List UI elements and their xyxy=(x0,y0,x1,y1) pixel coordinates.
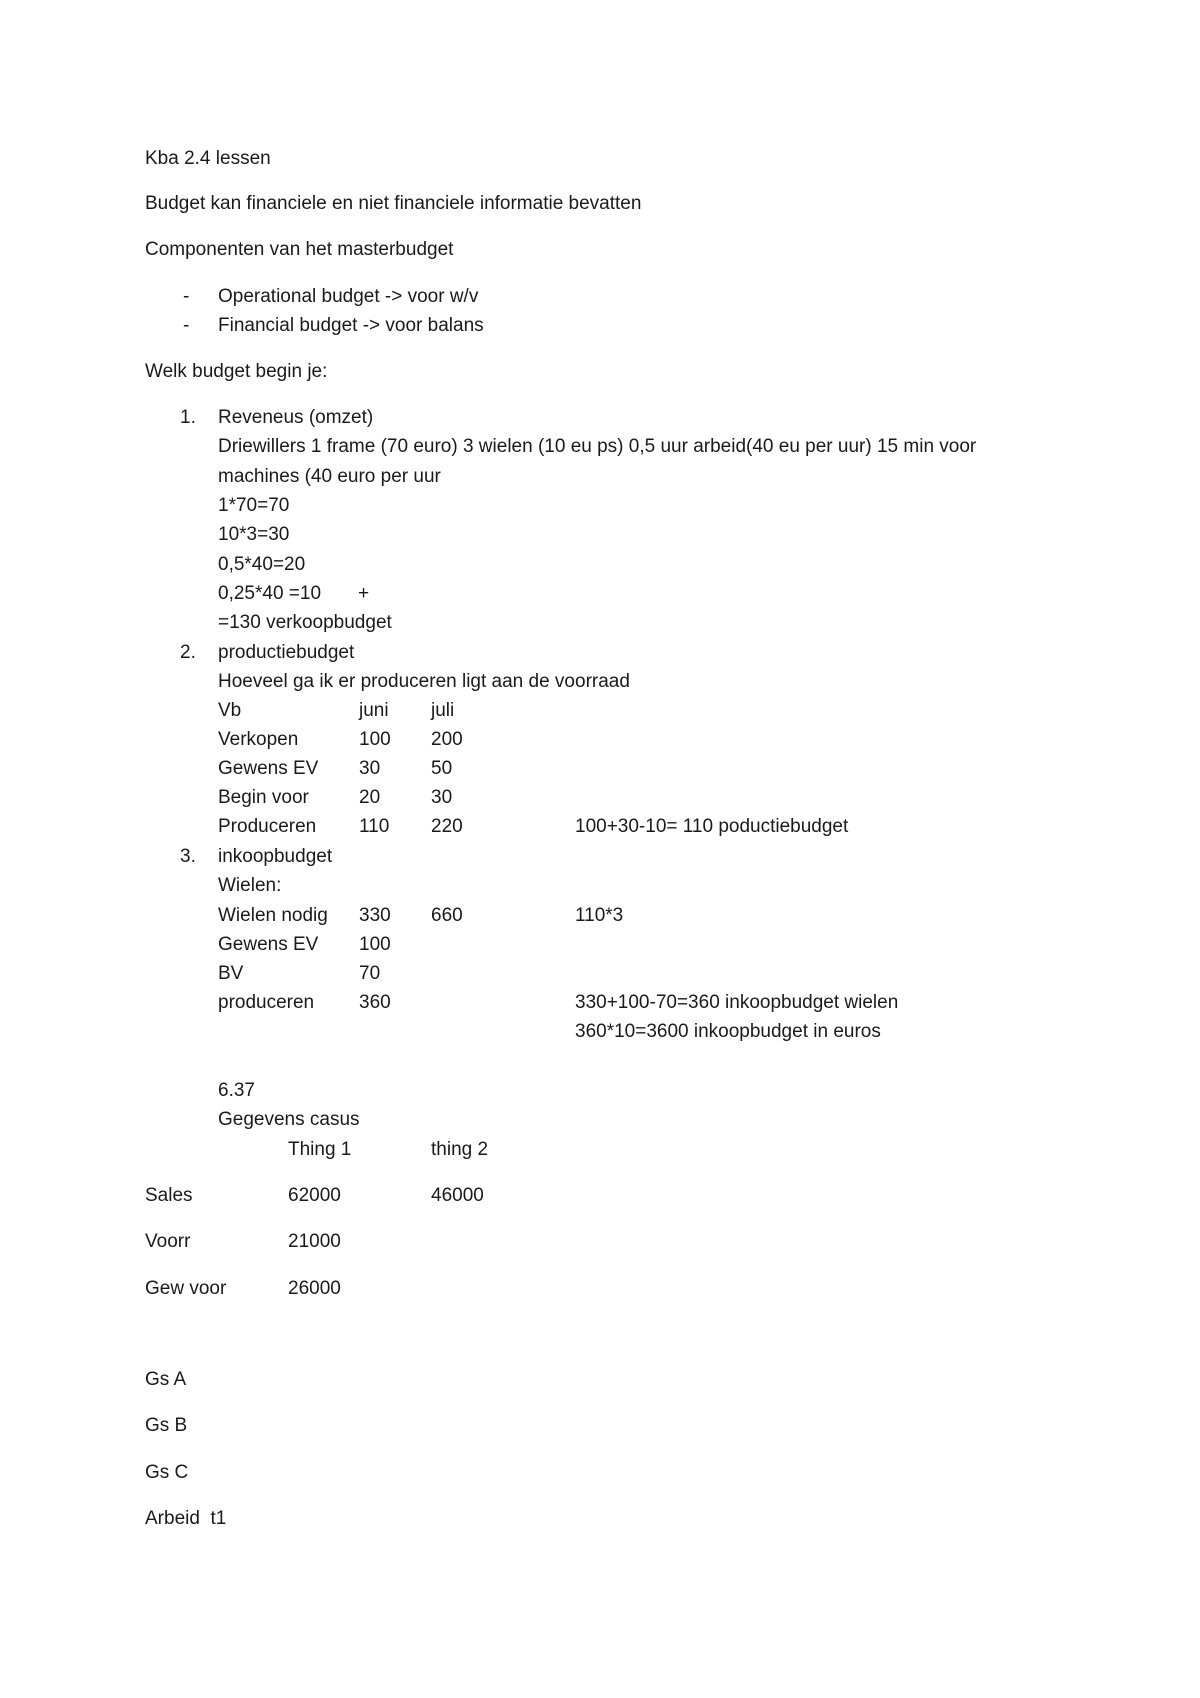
table-cell: 50 xyxy=(431,758,453,779)
table-cell: 30 xyxy=(359,758,381,779)
footer-line: Gs C xyxy=(145,1462,189,1483)
doc-title: Kba 2.4 lessen xyxy=(145,148,271,169)
case-cell: 21000 xyxy=(288,1231,341,1252)
bullet-financial: Financial budget -> voor balans xyxy=(218,315,484,336)
table-cell: 30 xyxy=(431,787,453,808)
table-cell: Gewens EV xyxy=(218,758,319,779)
item1-line1: Driewillers 1 frame (70 euro) 3 wielen (10 eu ps) 0,5 uur arbeid(40 eu per uur) 15 min voor xyxy=(218,436,977,457)
table-note: 100+30-10= 110 poductiebudget xyxy=(575,816,849,837)
footer-line: Arbeid t1 xyxy=(145,1508,227,1529)
table-note: 330+100-70=360 inkoopbudget wielen xyxy=(575,992,899,1013)
item3-sub: Wielen: xyxy=(218,875,282,896)
line-budget: Budget kan financiele en niet financiele informatie bevatten xyxy=(145,193,642,214)
case-row-label: Voorr xyxy=(145,1231,191,1252)
item3-title: inkoopbudget xyxy=(218,846,333,867)
table-cell: 110 xyxy=(359,816,390,837)
item2-number: 2. xyxy=(180,642,196,663)
table-cell: 70 xyxy=(359,963,381,984)
footer-line: Gs B xyxy=(145,1415,188,1436)
item2-line1: Hoeveel ga ik er produceren ligt aan de voorraad xyxy=(218,671,630,692)
table-cell: 100 xyxy=(359,729,391,750)
item3-number: 3. xyxy=(180,846,196,867)
case-header: Thing 1 xyxy=(288,1139,352,1160)
case-row-label: Gew voor xyxy=(145,1278,227,1299)
case-cell: 46000 xyxy=(431,1185,484,1206)
bullet-operational: Operational budget -> voor w/v xyxy=(218,286,479,307)
case-row-label: Sales xyxy=(145,1185,193,1206)
table-cell: BV xyxy=(218,963,244,984)
item1-calc: 10*3=30 xyxy=(218,524,290,545)
table-cell: Wielen nodig xyxy=(218,905,328,926)
table-cell: Gewens EV xyxy=(218,934,319,955)
item2-title: productiebudget xyxy=(218,642,355,663)
case-header: thing 2 xyxy=(431,1139,489,1160)
case-number: 6.37 xyxy=(218,1080,255,1101)
table-cell: 20 xyxy=(359,787,381,808)
bullet-marker: - xyxy=(183,286,190,307)
table-note: 360*10=3600 inkoopbudget in euros xyxy=(575,1021,881,1042)
item1-calc: 0,25*40 =10 xyxy=(218,583,322,604)
item1-plus: + xyxy=(358,583,370,604)
footer-line: Gs A xyxy=(145,1369,187,1390)
table-note: 110*3 xyxy=(575,905,624,926)
table-cell: 660 xyxy=(431,905,463,926)
table-cell: Produceren xyxy=(218,816,317,837)
table-cell: 220 xyxy=(431,816,463,837)
item1-result: =130 verkoopbudget xyxy=(218,612,392,633)
case-title: Gegevens casus xyxy=(218,1109,360,1130)
item1-title: Reveneus (omzet) xyxy=(218,407,374,428)
table-cell: produceren xyxy=(218,992,315,1013)
case-cell: 26000 xyxy=(288,1278,341,1299)
table-cell: juni xyxy=(359,700,389,721)
item1-calc: 0,5*40=20 xyxy=(218,554,306,575)
table-cell: Begin voor xyxy=(218,787,309,808)
bullet-marker: - xyxy=(183,315,190,336)
welk-budget: Welk budget begin je: xyxy=(145,361,328,382)
table-cell: 200 xyxy=(431,729,463,750)
case-cell: 62000 xyxy=(288,1185,341,1206)
table-cell: 100 xyxy=(359,934,391,955)
line-componenten: Componenten van het masterbudget xyxy=(145,239,454,260)
table-cell: Vb xyxy=(218,700,242,721)
table-cell: Verkopen xyxy=(218,729,299,750)
table-cell: juli xyxy=(431,700,455,721)
table-cell: 330 xyxy=(359,905,391,926)
item1-number: 1. xyxy=(180,407,196,428)
table-cell: 360 xyxy=(359,992,391,1013)
item1-line2: machines (40 euro per uur xyxy=(218,466,441,487)
item1-calc: 1*70=70 xyxy=(218,495,290,516)
